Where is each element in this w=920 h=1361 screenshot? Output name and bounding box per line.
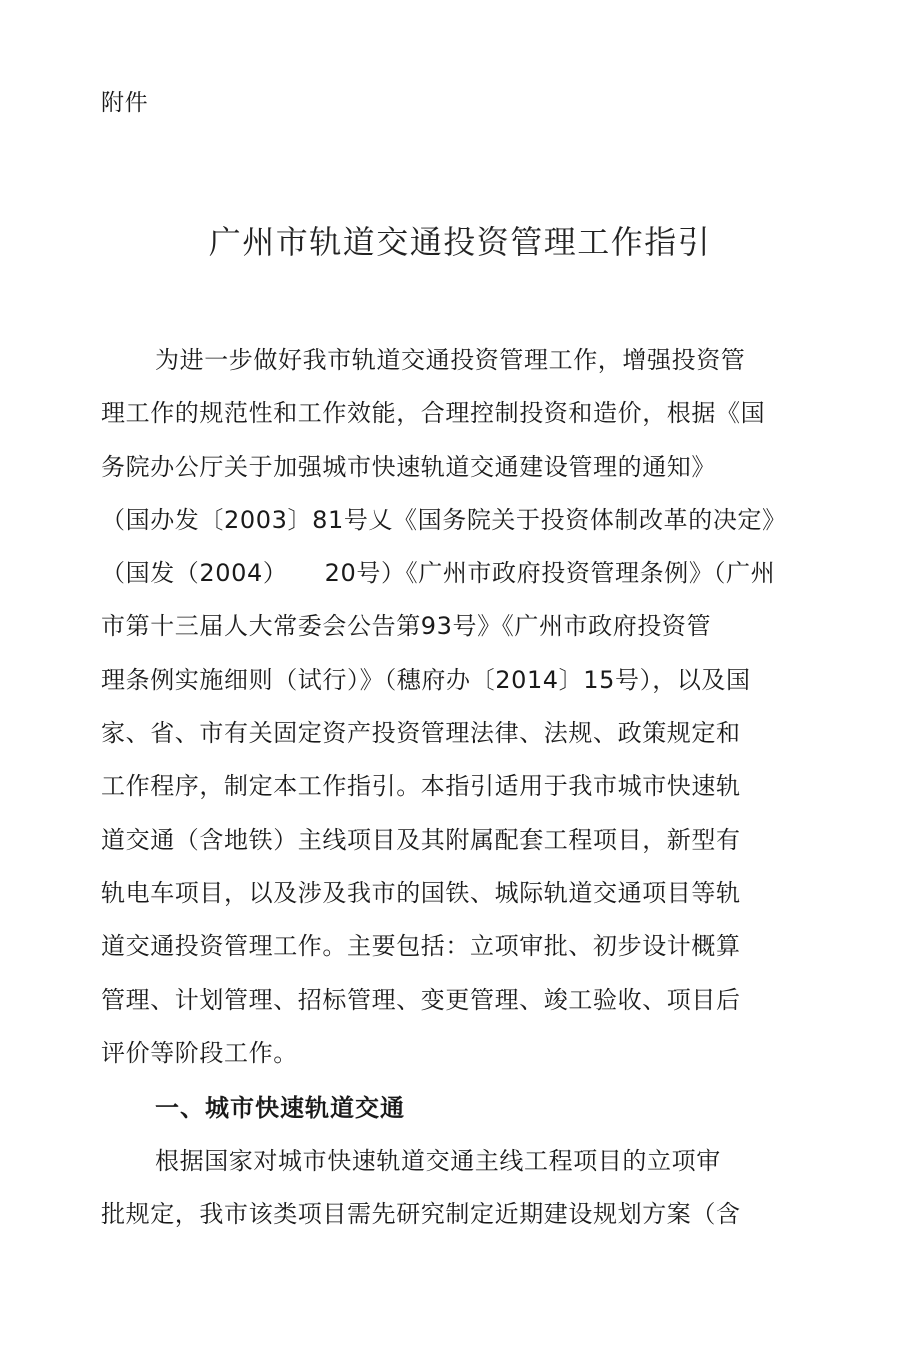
paragraph-line: 为进一步做好我市轨道交通投资管理工作，增强投资管: [155, 346, 746, 374]
paragraph-line: 道交通（含地铁）主线项目及其附属配套工程项目，新型有: [101, 826, 741, 854]
document-title: 广州市轨道交通投资管理工作指引: [208, 223, 712, 261]
paragraph-line: 根据国家对城市快速轨道交通主线工程项目的立项审: [155, 1147, 721, 1175]
paragraph-line: 评价等阶段工作。: [101, 1039, 298, 1067]
paragraph-line: 工作程序，制定本工作指引。本指引适用于我市城市快速轨: [101, 772, 741, 800]
paragraph-line: 批规定，我市该类项目需先研究制定近期建设规划方案（含: [101, 1200, 741, 1228]
paragraph-line: （国发（2004） 20号）《广州市政府投资管理条例》（广州: [101, 559, 776, 587]
section-heading: 一、城市快速轨道交通: [155, 1094, 405, 1122]
paragraph-line: 轨电车项目，以及涉及我市的国铁、城际轨道交通项目等轨: [101, 879, 741, 907]
paragraph-line: （国办发〔2003〕81号乂《国务院关于投资体制改革的决定》: [101, 506, 787, 534]
paragraph-line: 道交通投资管理工作。主要包括：立项审批、初步设计概算: [101, 932, 741, 960]
paragraph-line: 管理、计划管理、招标管理、变更管理、竣工验收、项目后: [101, 986, 741, 1014]
paragraph-line: 家、省、市有关固定资产投资管理法律、法规、政策规定和: [101, 719, 741, 747]
paragraph-line: 理工作的规范性和工作效能，合理控制投资和造价，根据《国: [101, 399, 766, 427]
paragraph-line: 市第十三届人大常委会公告第93号》《广州市政府投资管: [101, 612, 712, 640]
attachment-label: 附件: [101, 90, 149, 116]
paragraph-line: 务院办公厅关于加强城市快速轨道交通建设管理的通知》: [101, 453, 716, 481]
paragraph-line: 理条例实施细则（试行）》（穗府办〔2014〕15号），以及国: [101, 666, 751, 694]
